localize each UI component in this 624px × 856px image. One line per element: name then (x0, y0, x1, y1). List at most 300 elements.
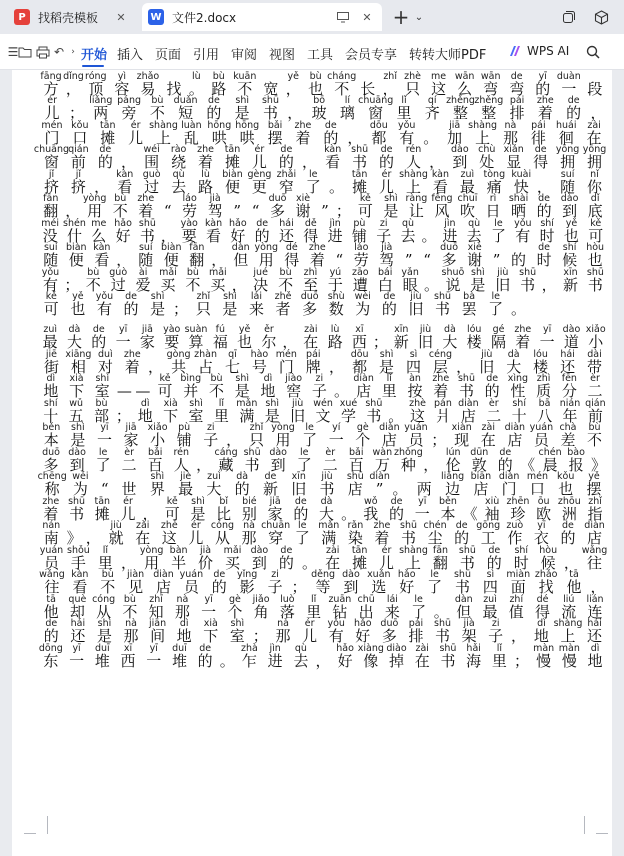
ruby-char (462, 243, 488, 268)
hanzi: 书 (69, 504, 85, 523)
hanzi: 也 (308, 79, 324, 98)
hanzi: 《 (520, 455, 536, 474)
ruby-char (224, 619, 251, 644)
hanzi: 于 (327, 275, 343, 294)
text-line[interactable] (38, 473, 608, 498)
hanzi: 随 (560, 177, 576, 196)
hanzi: 室 (229, 627, 245, 645)
hanzi: 了 (294, 529, 310, 547)
hanzi: ” (492, 251, 501, 269)
menu-pdf-master[interactable]: 转转大师PDF (409, 48, 487, 63)
ruby-char (234, 399, 259, 424)
pinyin: shàng (399, 168, 428, 180)
hanzi: ， (429, 153, 445, 171)
hanzi: 多 (381, 627, 397, 645)
ruby-char (64, 448, 90, 473)
pinyin: chuī (457, 193, 478, 204)
ruby-char (323, 268, 348, 293)
pinyin: bǎi (349, 446, 364, 458)
new-tab-plus-icon[interactable]: + (392, 5, 410, 29)
hanzi: ； (372, 333, 388, 351)
ruby-char (531, 96, 559, 121)
pinyin: xiàng (357, 642, 384, 654)
text-line[interactable] (38, 620, 608, 645)
ruby-char (66, 121, 94, 146)
menu-home[interactable]: 开始 (81, 48, 108, 63)
hanzi: 店 (587, 529, 603, 547)
ruby-char (369, 472, 389, 497)
hanzi: 道 (563, 333, 579, 351)
ruby-char (454, 350, 473, 375)
ruby-char (556, 374, 582, 399)
ruby-char (134, 374, 153, 399)
ruby-char (65, 292, 92, 317)
pinyin: xuǎn (367, 569, 391, 580)
hanzi: 弯 (483, 79, 499, 98)
ruby-char (290, 194, 316, 219)
text-line[interactable] (38, 244, 608, 269)
ruby-char (584, 325, 608, 350)
hanzi: 两 (93, 104, 109, 122)
pinyin: de (324, 119, 337, 131)
menu-reference[interactable]: 引用 (193, 48, 220, 63)
ruby-char (492, 448, 518, 473)
pinyin: jiā (141, 324, 153, 335)
tab-document[interactable] (142, 3, 382, 31)
pinyin: shì (189, 397, 203, 409)
hanzi: 绕 (171, 153, 187, 171)
hanzi: 现 (454, 431, 470, 449)
pinyin: xī (123, 642, 133, 654)
text-line[interactable] (38, 170, 608, 195)
file-folder-icon[interactable] (16, 43, 34, 61)
hanzi: 等 (315, 578, 331, 596)
monitor-icon[interactable] (334, 8, 352, 26)
ruby-char (531, 194, 557, 219)
hanzi: 连 (587, 602, 603, 621)
hanzi: 劳 (353, 251, 369, 269)
ruby-char (150, 121, 178, 146)
hanzi: 着 (515, 333, 531, 351)
pinyin: yòng (82, 193, 107, 204)
hanzi: 的 (566, 104, 582, 122)
pinyin: shí (43, 397, 58, 409)
pinyin: yě (588, 471, 600, 482)
ruby-char (204, 374, 230, 399)
ruby-char (461, 497, 480, 522)
pinyin: zuò (506, 520, 524, 531)
pinyin: shǒu (67, 544, 90, 556)
hanzi: 相 (70, 357, 86, 376)
pinyin: jiā (449, 119, 461, 131)
ruby-char (38, 292, 65, 317)
pinyin: páng (117, 95, 142, 106)
text-line[interactable] (38, 448, 608, 473)
hanzi: 本 (440, 504, 456, 523)
hanzi: ， (196, 455, 212, 474)
ruby-char (64, 644, 90, 669)
ruby-char (487, 644, 513, 669)
pinyin: zhe (42, 495, 60, 507)
text-line[interactable] (38, 546, 608, 571)
pinyin: kàn (204, 217, 223, 229)
pinyin: zi (491, 618, 500, 629)
ruby-char (158, 399, 183, 424)
text-line[interactable] (33, 144, 608, 171)
pinyin: yǒu (41, 266, 60, 278)
ruby-char (233, 570, 261, 595)
text-line[interactable] (38, 399, 608, 424)
text-line[interactable] (38, 121, 608, 146)
close-icon[interactable]: ✕ (116, 10, 126, 24)
text-line[interactable] (38, 293, 608, 318)
pinyin: dà (507, 348, 520, 360)
hanzi: 书 (440, 651, 456, 670)
wps-ai-button[interactable] (508, 44, 569, 58)
hanzi: 有 (515, 226, 531, 245)
hanzi: 值 (508, 602, 524, 621)
ruby-char (122, 570, 150, 595)
hanzi: 用 (258, 251, 274, 269)
ruby-char (224, 423, 243, 448)
hanzi: 号 (251, 357, 267, 376)
pinyin: lián (586, 593, 604, 605)
ruby-char (486, 325, 510, 350)
hanzi: 挤 (70, 177, 86, 196)
hanzi: ； (335, 202, 351, 220)
pinyin: děng (311, 569, 335, 580)
hanzi: 是 (150, 300, 166, 318)
hanzi: 东 (43, 651, 59, 670)
pinyin: lù (192, 70, 201, 82)
ruby-char (89, 497, 115, 522)
ruby-char (211, 497, 237, 522)
pinyin: mén (275, 348, 297, 360)
pinyin: shuō (441, 266, 465, 278)
pinyin: de (294, 495, 307, 507)
ruby-char (462, 219, 486, 244)
pinyin: dōng (38, 642, 63, 654)
ruby-char (257, 325, 281, 350)
hanzi: 驾 (379, 251, 395, 269)
ruby-char (436, 243, 462, 268)
document-body[interactable] (33, 70, 608, 670)
pinyin: shí (562, 242, 577, 253)
ruby-char (197, 423, 224, 448)
pinyin: hǎo (114, 217, 132, 229)
ruby-char (329, 72, 355, 97)
pinyin: shū (243, 446, 261, 458)
ruby-char (135, 72, 161, 97)
ruby-char (165, 145, 192, 170)
hanzi: 店 (381, 431, 397, 449)
pinyin: bà (463, 291, 476, 302)
text-line[interactable] (38, 195, 608, 220)
hanzi: 不 (278, 275, 294, 294)
text-line[interactable] (38, 72, 608, 97)
hanzi: 摆 (267, 128, 283, 147)
pinyin: diàn (498, 471, 520, 482)
pinyin: cóng (92, 593, 116, 605)
pinyin: luàn (181, 119, 202, 131)
ruby-char (486, 219, 510, 244)
ruby-char (376, 619, 403, 644)
ruby-char (274, 595, 300, 620)
text-line[interactable] (38, 375, 608, 400)
ruby-char (559, 325, 583, 350)
menu-page[interactable]: 页面 (155, 48, 182, 63)
ruby-char (288, 644, 314, 669)
ruby-char (400, 350, 427, 375)
hanzi: ， (511, 627, 527, 645)
hanzi: 影 (239, 578, 255, 596)
hanzi: ” (404, 251, 413, 269)
hanzi: 欧 (536, 504, 552, 523)
close-icon[interactable]: ✕ (362, 10, 372, 24)
text-line[interactable] (38, 522, 608, 547)
ruby-char (339, 497, 358, 522)
hanzi: 前 (70, 153, 86, 171)
pinyin: pù (178, 422, 191, 433)
ruby-char (429, 619, 456, 644)
hanzi: 玻 (311, 104, 327, 122)
ruby-char (243, 423, 270, 448)
ruby-char (205, 121, 233, 146)
ruby-char (165, 350, 192, 375)
hanzi: 书 (401, 529, 417, 547)
hanzi: 牌 (305, 357, 321, 376)
ruby-char (365, 121, 393, 146)
text-line[interactable] (38, 317, 608, 350)
hanzi: 两 (416, 480, 432, 498)
pinyin: de (510, 70, 523, 82)
ruby-char (475, 423, 502, 448)
pinyin: jià (209, 193, 221, 204)
pinyin: nà (277, 618, 289, 629)
menu-insert[interactable]: 插入 (117, 48, 144, 63)
hanzi: 么 (91, 226, 107, 245)
ruby-char (65, 546, 92, 571)
hanzi: 用 (144, 553, 160, 572)
ruby-char (256, 96, 284, 121)
hanzi: 书 (587, 275, 603, 294)
pinyin: de (256, 217, 269, 229)
hanzi: 子 (267, 578, 283, 596)
pinyin: yì (117, 70, 126, 82)
hanzi: 时 (536, 251, 552, 269)
ruby-char (378, 194, 404, 219)
ruby-char (273, 170, 300, 195)
hanzi: 着 (537, 104, 553, 122)
ruby-char (402, 374, 428, 399)
ruby-char (327, 170, 346, 195)
ruby-char (346, 170, 373, 195)
hanzi: 至 (302, 275, 318, 294)
text-line[interactable] (38, 424, 608, 449)
pinyin: dào (562, 324, 581, 335)
text-line[interactable] (38, 268, 608, 293)
pinyin: dōu (350, 348, 369, 360)
hanzi: 买 (160, 275, 176, 294)
pinyin: gōng (476, 520, 501, 531)
pinyin: hái (560, 348, 575, 360)
ruby-char (171, 619, 198, 644)
hanzi: 最 (482, 602, 498, 621)
hanzi: 口 (529, 480, 545, 498)
hanzi: 尘 (427, 529, 443, 547)
pinyin: méi (41, 217, 60, 229)
tab-template[interactable] (8, 3, 136, 31)
pinyin: dǐ (590, 193, 600, 204)
ruby-char (262, 644, 288, 669)
pinyin: céng (428, 348, 452, 360)
ruby-char (342, 521, 369, 546)
hanzi: 摊 (352, 553, 368, 572)
hanzi: “ (100, 480, 109, 498)
pinyin: dōu (369, 119, 388, 131)
ruby-char (243, 292, 270, 317)
pinyin: sì (486, 569, 495, 580)
pinyin: tā (46, 593, 56, 605)
pinyin: xiù (485, 495, 500, 507)
hanzi: 却 (69, 602, 85, 621)
pinyin: yuán (529, 422, 554, 433)
hanzi: 买 (210, 275, 226, 294)
hanzi: 路 (211, 79, 227, 98)
ruby-char (406, 595, 432, 620)
ruby-char (558, 268, 583, 293)
pinyin: shàng (553, 618, 583, 629)
pinyin: biàn (161, 242, 182, 253)
hanzi: 得 (535, 602, 551, 621)
ruby-char (430, 399, 455, 424)
pinyin: nà (504, 119, 517, 131)
hanzi: 是 (234, 382, 250, 400)
ruby-char (529, 595, 555, 620)
hanzi: 员 (533, 431, 549, 449)
pinyin: qù (172, 168, 185, 180)
hanzi: 那 (502, 128, 518, 147)
hanzi: “ (251, 202, 260, 220)
ruby-char (374, 243, 400, 268)
document-canvas[interactable] (0, 70, 624, 856)
pinyin: zhàn (194, 348, 217, 360)
ruby-char (345, 121, 365, 146)
pinyin: tān (99, 119, 116, 131)
pinyin: jiàn (127, 569, 145, 580)
ruby-char (196, 595, 222, 620)
hanzi: 到 (343, 578, 359, 596)
ruby-char (393, 570, 421, 595)
document-page[interactable] (12, 70, 612, 856)
ruby-char (303, 72, 329, 97)
text-line[interactable] (38, 644, 608, 669)
ruby-char (500, 350, 527, 375)
chevron-down-icon[interactable]: ⌄ (414, 11, 424, 23)
pinyin: tān (351, 168, 368, 180)
pinyin: fú (215, 324, 226, 335)
ruby-char (118, 619, 145, 644)
ruby-char (237, 497, 263, 522)
pinyin: xué (339, 397, 358, 409)
ruby-char (254, 243, 280, 268)
ruby-char (353, 595, 379, 620)
ruby-char (441, 268, 466, 293)
ruby-char (527, 350, 554, 375)
hanzi: 但 (233, 251, 249, 269)
pinyin: xià (203, 618, 218, 629)
text-line[interactable] (38, 97, 608, 122)
hanzi: 书 (352, 153, 368, 171)
ruby-char (273, 546, 300, 571)
hanzi: 个 (355, 431, 371, 449)
pinyin: zhè (160, 520, 178, 531)
pinyin: rén (173, 446, 190, 458)
text-line[interactable] (38, 571, 608, 596)
menu-review[interactable]: 审阅 (231, 48, 258, 63)
pinyin: yí (332, 422, 341, 433)
hanzi: 书 (454, 578, 470, 596)
pinyin: cáng (214, 446, 238, 458)
search-icon[interactable] (584, 43, 602, 61)
pinyin: hái (279, 217, 294, 229)
pinyin: bù (309, 70, 322, 82)
ruby-char (91, 619, 118, 644)
window-restore-icon[interactable] (558, 6, 580, 28)
ruby-char (184, 325, 208, 350)
hanzi: 见 (128, 578, 144, 596)
ruby-char (94, 121, 122, 146)
ruby-char (232, 72, 258, 97)
pinyin: kàn (324, 144, 342, 155)
pinyin: lù (330, 324, 340, 335)
ruby-char (300, 170, 327, 195)
hanzi: 的 (91, 333, 107, 351)
menu-view[interactable]: 视图 (269, 48, 296, 63)
pinyin: diàn (369, 471, 390, 482)
hanzi: 白 (377, 275, 393, 294)
ruby-char (38, 170, 65, 195)
menu-tools[interactable]: 工具 (307, 48, 334, 63)
hanzi: 也 (558, 480, 574, 498)
undo-icon[interactable]: ↶ (53, 45, 65, 59)
text-line[interactable] (38, 219, 608, 244)
hanzi: ， (85, 529, 101, 547)
ruby-char (165, 546, 192, 571)
hanzi: 顶 (88, 79, 104, 98)
hanzi: 堆 (171, 651, 187, 670)
pinyin: zhe (123, 348, 141, 360)
pinyin: shū (434, 618, 452, 629)
text-line[interactable] (38, 595, 608, 620)
pinyin: wén (313, 397, 333, 409)
pinyin: shì (265, 397, 280, 409)
more-chevron-icon[interactable]: › (71, 47, 75, 57)
pinyin: láo (354, 242, 369, 253)
pinyin: qù (294, 642, 307, 654)
hamburger-menu-icon[interactable]: ☰ (7, 45, 19, 59)
menu-member[interactable]: 会员专享 (345, 48, 398, 63)
hanzi: 爿 (435, 406, 451, 425)
hanzi: 并 (183, 382, 199, 400)
hanzi: ， (541, 275, 557, 294)
text-line[interactable] (38, 350, 608, 375)
hanzi: 谢 (467, 251, 483, 269)
ruby-char (504, 570, 532, 595)
pinyin: jiā (269, 495, 281, 507)
cube-icon[interactable] (590, 6, 612, 28)
text-line[interactable] (38, 497, 608, 522)
